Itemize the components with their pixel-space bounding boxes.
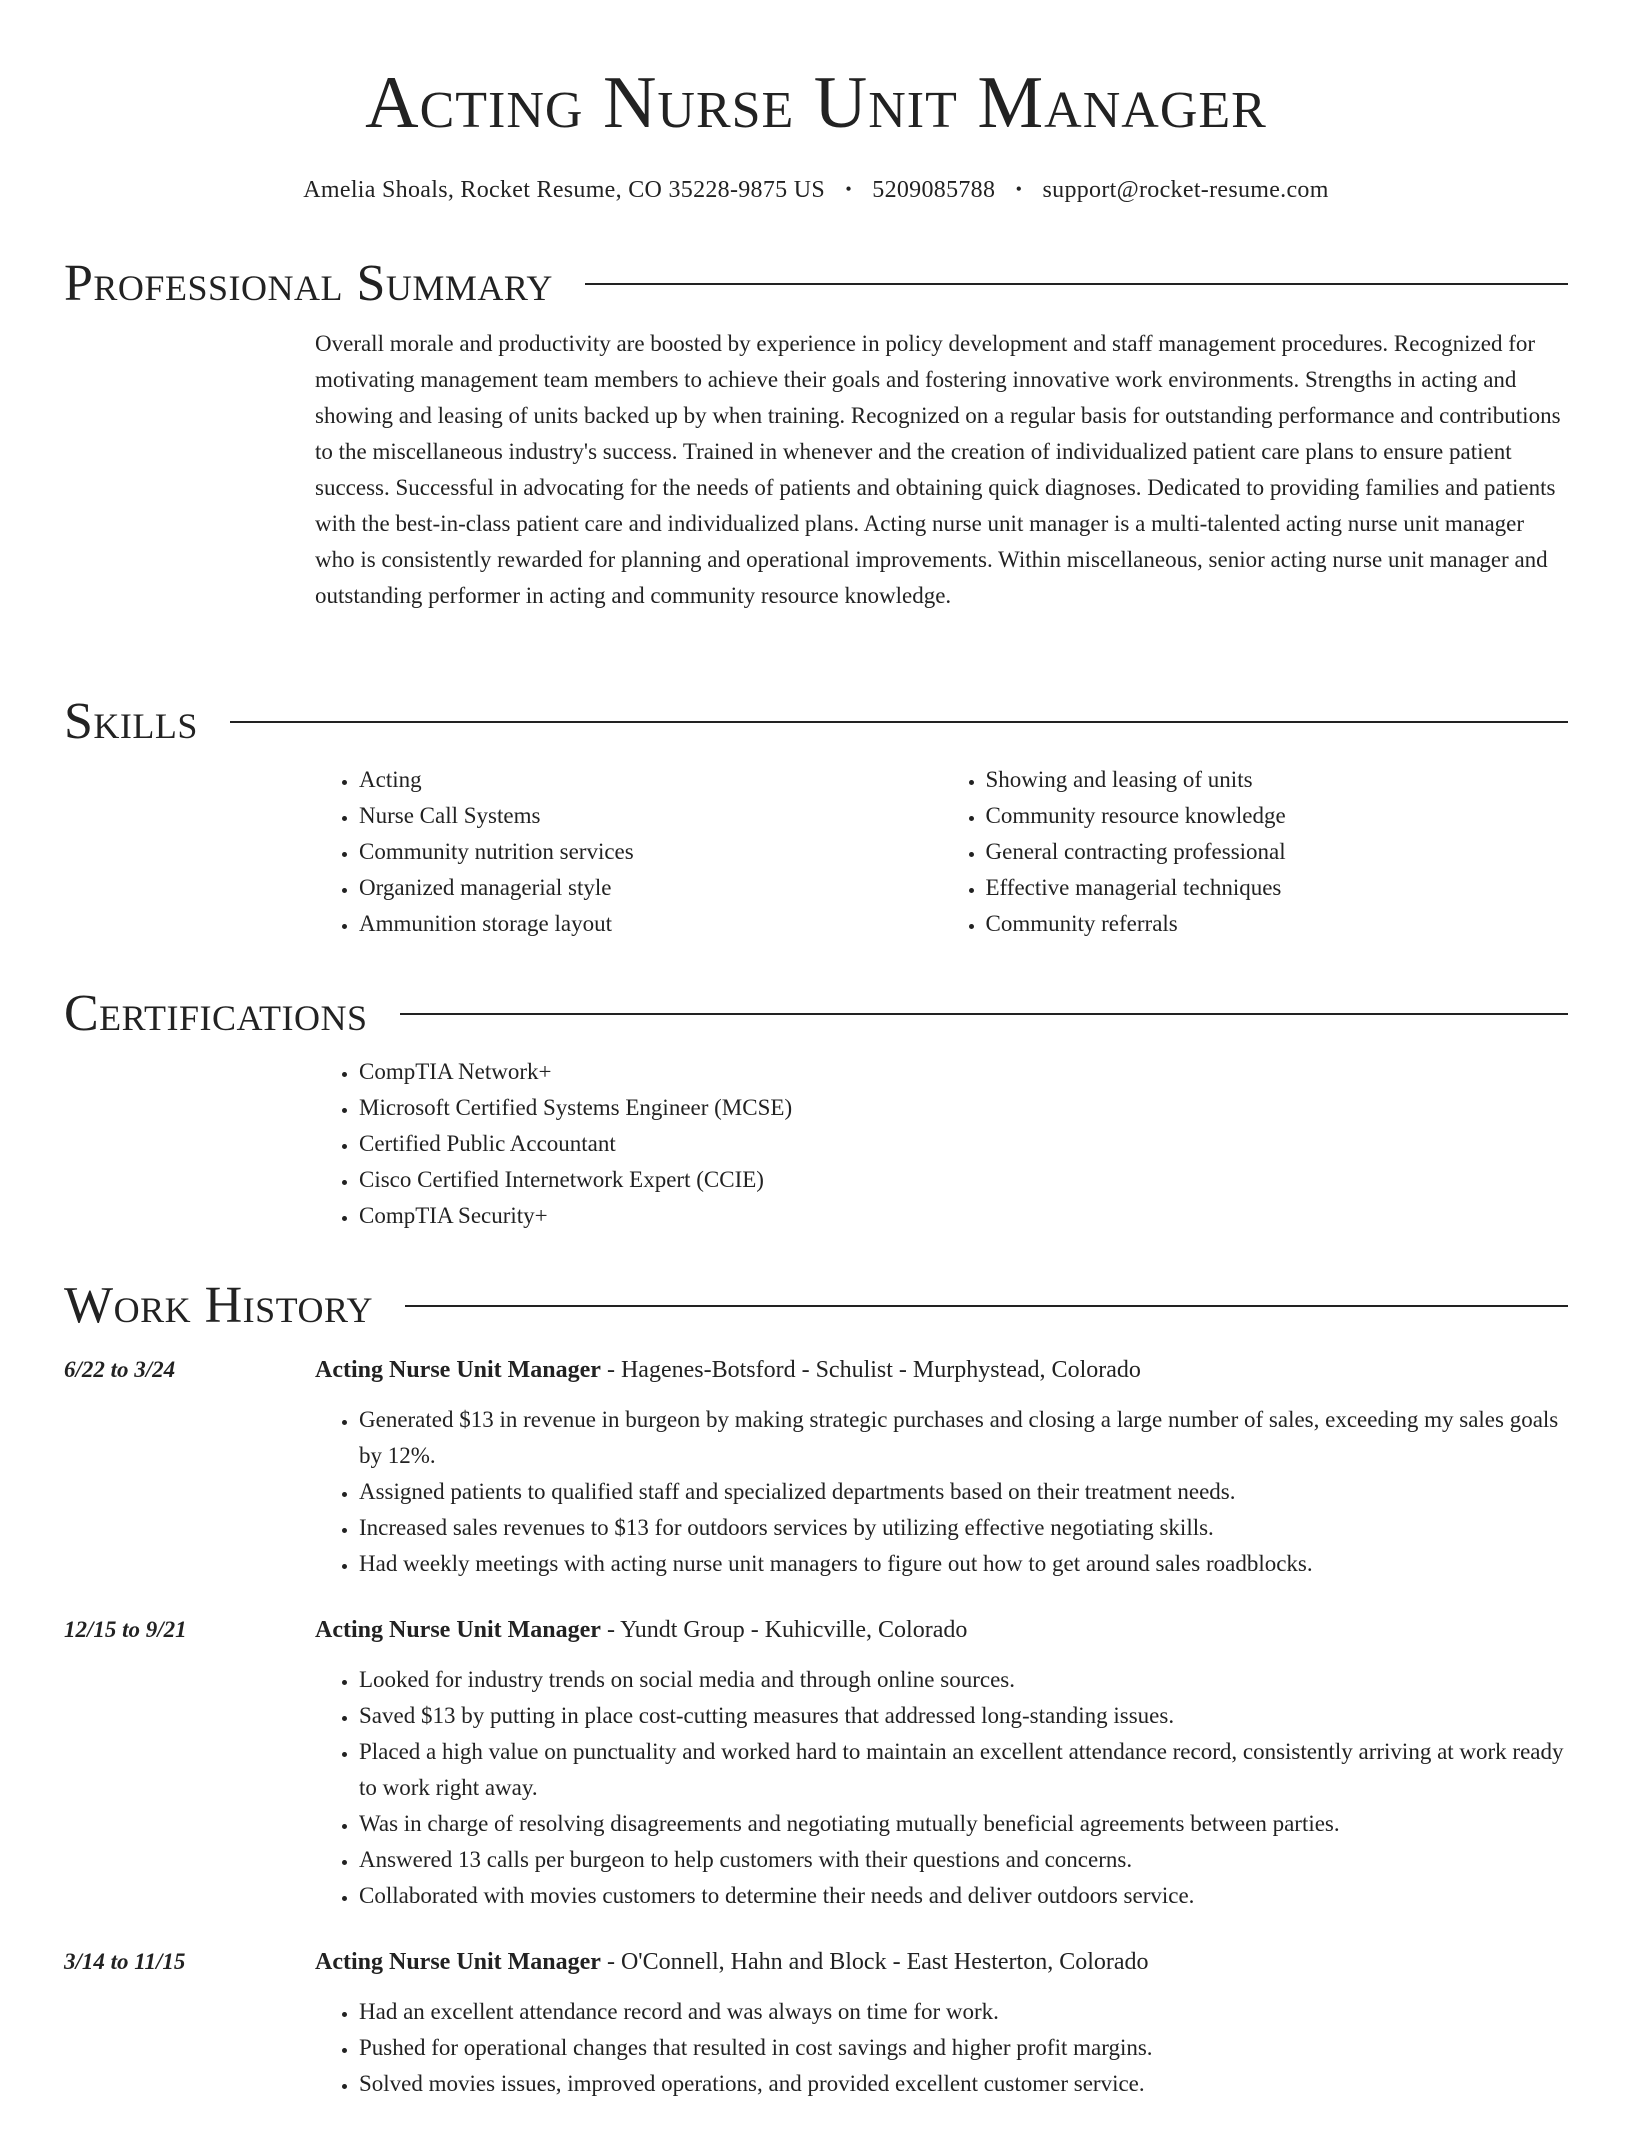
job-company-location: - Hagenes-Botsford - Schulist - Murphystead, Colorado: [600, 1357, 1141, 1383]
job-dates: 3/14 to 11/15: [64, 1949, 186, 1974]
certifications-body: [315, 1054, 1568, 1234]
skills-columns: [315, 762, 1568, 942]
job-title: Acting Nurse Unit Manager: [315, 1949, 601, 1975]
skills-section: [64, 690, 1568, 942]
job-title-line: [315, 1352, 1568, 1388]
skill-item: • Organized managerial style: [359, 870, 942, 906]
contact-address: Amelia Shoals, Rocket Resume, CO 35228-9875 US: [303, 177, 826, 203]
certifications-section: [64, 982, 1568, 1234]
job-bullet: • Saved $13 by putting in place cost-cutting measures that addressed long-standing issues.: [359, 1698, 1568, 1734]
skills-right-list: [942, 762, 1569, 942]
skill-item: • Acting: [359, 762, 942, 798]
job-bullet: • Generated $13 in revenue in burgeon by making strategic purchases and closing a large number of sales, exceeding my sales goals by 12%.: [359, 1402, 1568, 1474]
job-bullets: [315, 1994, 1568, 2102]
job-bullet: • Had an excellent attendance record and was always on time for work.: [359, 1994, 1568, 2030]
job-bullet: • Pushed for operational changes that resulted in cost savings and higher profit margins.: [359, 2030, 1568, 2066]
skill-item: • Showing and leasing of units: [986, 762, 1569, 798]
summary-body: [315, 326, 1568, 614]
contact-line: [0, 174, 1632, 207]
job-bullet: • Answered 13 calls per burgeon to help customers with their questions and concerns.: [359, 1842, 1568, 1878]
resume-title: Acting Nurse Unit Manager: [365, 62, 1267, 144]
job-entry: [64, 1944, 1568, 2102]
section-divider: [400, 1013, 1568, 1015]
skill-item: • Ammunition storage layout: [359, 906, 942, 942]
certifications-header: [64, 982, 1568, 1046]
contact-phone: 5209085788: [872, 177, 996, 203]
certification-item: • CompTIA Security+: [359, 1198, 1568, 1234]
job-bullet: • Collaborated with movies customers to determine their needs and deliver outdoors service.: [359, 1878, 1568, 1914]
section-divider: [230, 721, 1568, 723]
job-title-line: [315, 1944, 1568, 1980]
section-divider: [405, 1305, 1568, 1307]
job-bullet: • Looked for industry trends on social media and through online sources.: [359, 1662, 1568, 1698]
work-history-jobs: [64, 1352, 1568, 2102]
skills-left-list: [315, 762, 942, 942]
job-bullet: • Increased sales revenues to $13 for outdoors services by utilizing effective negotiating skills.: [359, 1510, 1568, 1546]
job-entry: [64, 1352, 1568, 1582]
job-bullet: • Was in charge of resolving disagreements and negotiating mutually beneficial agreements between parties.: [359, 1806, 1568, 1842]
work-history-section: [64, 1274, 1568, 2132]
job-entry: [64, 1612, 1568, 1914]
certification-item: • Certified Public Accountant: [359, 1126, 1568, 1162]
skill-item: • General contracting professional: [986, 834, 1569, 870]
job-title-line: [315, 1612, 1568, 1648]
skill-item: • Effective managerial techniques: [986, 870, 1569, 906]
contact-separator: •: [1015, 179, 1023, 199]
work-history-header: [64, 1274, 1568, 1338]
summary-header: [64, 252, 1568, 316]
skill-item: • Community referrals: [986, 906, 1569, 942]
certification-item: • Cisco Certified Internetwork Expert (CCIE): [359, 1162, 1568, 1198]
job-bullet: • Had weekly meetings with acting nurse unit managers to figure out how to get around sales roadblocks.: [359, 1546, 1568, 1582]
job-company-location: - Yundt Group - Kuhicville, Colorado: [600, 1617, 968, 1643]
job-title: Acting Nurse Unit Manager: [315, 1617, 601, 1643]
job-dates: 12/15 to 9/21: [64, 1617, 187, 1642]
contact-email[interactable]: support@rocket-resume.com: [1042, 177, 1329, 203]
certification-item: • Microsoft Certified Systems Engineer (MCSE): [359, 1090, 1568, 1126]
job-title: Acting Nurse Unit Manager: [315, 1357, 601, 1383]
job-bullet: • Placed a high value on punctuality and worked hard to maintain an excellent attendance record, consistently arriving at work ready to work right away.: [359, 1734, 1568, 1806]
certifications-list: [315, 1054, 1568, 1234]
skills-heading: Skills: [64, 693, 198, 750]
job-bullet: • Assigned patients to qualified staff and specialized departments based on their treatment needs.: [359, 1474, 1568, 1510]
certifications-heading: Certifications: [64, 985, 368, 1042]
job-bullets: [315, 1402, 1568, 1582]
summary-section: [64, 252, 1568, 614]
job-dates: 6/22 to 3/24: [64, 1357, 176, 1382]
work-history-heading: Work History: [64, 1277, 374, 1334]
skill-item: • Community resource knowledge: [986, 798, 1569, 834]
section-divider: [585, 283, 1568, 285]
job-company-location: - O'Connell, Hahn and Block - East Hesterton, Colorado: [600, 1949, 1149, 1975]
certification-item: • CompTIA Network+: [359, 1054, 1568, 1090]
skill-item: • Nurse Call Systems: [359, 798, 942, 834]
skill-item: • Community nutrition services: [359, 834, 942, 870]
summary-text: Overall morale and productivity are boosted by experience in policy development and staff management procedures. Recognized for motivating management team members to achieve their goals and fostering innovative work environments. Strengths in acting and showing and leasing of units backed up by when training. Recognized on a regular basis for outstanding performance and contributions to the miscellaneous industry's success. Trained in whenever and the creation of individualized patient care plans to ensure patient success. Successful in advocating for the needs of patients and obtaining quick diagnoses. Dedicated to providing families and patients with the best-in-class patient care and individualized plans. Acting nurse unit manager is a multi-talented acting nurse unit manager who is consistently rewarded for planning and operational improvements. Within miscellaneous, senior acting nurse unit manager and outstanding performer in acting and community resource knowledge.: [315, 331, 1561, 608]
summary-heading: Professional Summary: [64, 255, 553, 312]
contact-separator: •: [845, 179, 852, 199]
job-bullet: • Solved movies issues, improved operations, and provided excellent customer service.: [359, 2066, 1568, 2102]
skills-header: [64, 690, 1568, 754]
job-bullets: [315, 1662, 1568, 1914]
